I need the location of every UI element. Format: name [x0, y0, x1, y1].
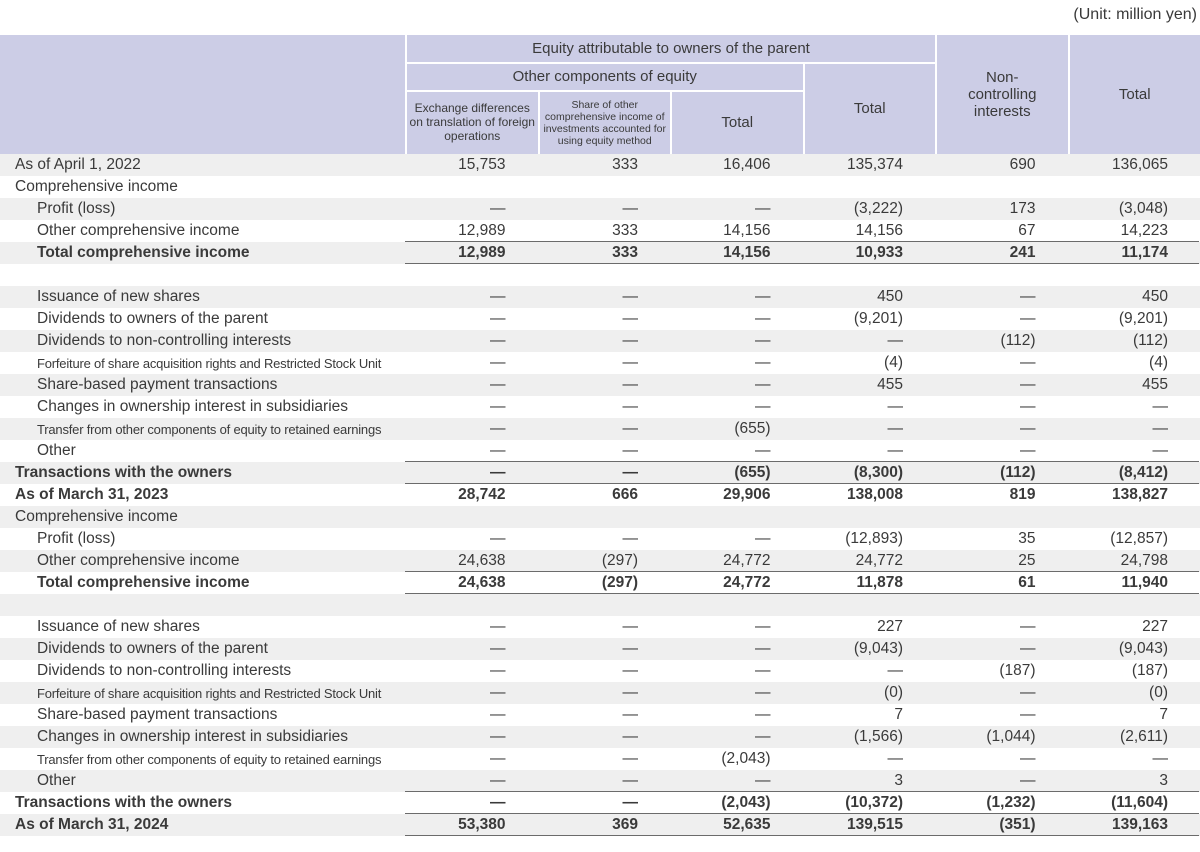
- cell-grand-total: 3: [1159, 772, 1168, 789]
- cell-share-of-oci: —: [622, 618, 638, 635]
- cell-parent-total: 11,878: [856, 574, 903, 591]
- cell-components-total: 29,906: [723, 486, 771, 503]
- cell-parent-total: 450: [877, 288, 903, 305]
- cell-parent-total: 10,933: [855, 244, 903, 261]
- cell-non-controlling-interests: (1,232): [986, 794, 1036, 811]
- cell-non-controlling-interests: 241: [1009, 244, 1036, 261]
- cell-share-of-oci: —: [622, 288, 638, 305]
- cell-share-of-oci: 369: [612, 816, 638, 833]
- cell-share-of-oci: 666: [612, 486, 638, 503]
- table-row: [0, 154, 1200, 176]
- cell-grand-total: —: [1152, 750, 1168, 767]
- header-share-of-oci: Share of other comprehensive income of investments accounted for using equity method: [540, 92, 671, 154]
- cell-parent-total: —: [887, 398, 903, 415]
- table-row: [0, 352, 1200, 374]
- row-label: Transactions with the owners: [15, 464, 233, 481]
- cell-share-of-oci: —: [622, 728, 638, 745]
- cell-parent-total: (9,043): [853, 640, 903, 657]
- cell-components-total: 24,772: [723, 574, 771, 591]
- cell-exchange-differences: —: [490, 332, 506, 349]
- cell-parent-total: —: [887, 442, 903, 459]
- cell-components-total: —: [755, 530, 771, 547]
- header-grand-total: Total: [1070, 35, 1200, 154]
- header-components-total: Total: [672, 92, 803, 154]
- cell-non-controlling-interests: —: [1020, 772, 1036, 789]
- header-non-controlling-interests-label: Non-controlling interests: [968, 68, 1037, 121]
- cell-components-total: —: [755, 706, 771, 723]
- cell-components-total: —: [755, 728, 771, 745]
- row-label: Other: [37, 442, 76, 459]
- cell-non-controlling-interests: —: [1020, 750, 1036, 767]
- cell-share-of-oci: (297): [601, 552, 638, 569]
- cell-grand-total: —: [1152, 442, 1168, 459]
- cell-parent-total: (9,201): [853, 310, 903, 327]
- cell-components-total: —: [755, 640, 771, 657]
- unit-label: (Unit: million yen): [1073, 6, 1197, 23]
- row-label: Share-based payment transactions: [37, 706, 278, 723]
- header-non-controlling-interests: [937, 35, 1068, 154]
- cell-components-total: —: [755, 618, 771, 635]
- cell-non-controlling-interests: (187): [999, 662, 1036, 679]
- cell-share-of-oci: —: [622, 354, 638, 371]
- cell-non-controlling-interests: 61: [1018, 574, 1036, 591]
- cell-components-total: 52,635: [723, 816, 771, 833]
- table-row: [0, 506, 1200, 528]
- row-label: Profit (loss): [37, 530, 116, 547]
- cell-grand-total: 11,940: [1121, 574, 1168, 591]
- cell-exchange-differences: 24,638: [458, 552, 506, 569]
- cell-share-of-oci: —: [622, 684, 638, 701]
- row-label: Comprehensive income: [15, 508, 178, 525]
- cell-non-controlling-interests: —: [1020, 376, 1036, 393]
- cell-share-of-oci: —: [622, 310, 638, 327]
- row-label: Dividends to non-controlling interests: [37, 332, 292, 349]
- cell-non-controlling-interests: (112): [1000, 332, 1036, 349]
- cell-non-controlling-interests: 173: [1009, 200, 1036, 217]
- cell-non-controlling-interests: (112): [1000, 464, 1036, 481]
- cell-non-controlling-interests: (1,044): [986, 728, 1036, 745]
- cell-share-of-oci: —: [622, 772, 638, 789]
- cell-grand-total: (112): [1132, 332, 1168, 349]
- cell-exchange-differences: —: [490, 442, 506, 459]
- cell-grand-total: —: [1152, 420, 1168, 437]
- cell-non-controlling-interests: —: [1020, 310, 1036, 327]
- cell-non-controlling-interests: —: [1020, 706, 1036, 723]
- cell-parent-total: (4): [884, 354, 903, 371]
- cell-share-of-oci: —: [622, 200, 638, 217]
- cell-share-of-oci: —: [622, 706, 638, 723]
- cell-parent-total: (10,372): [845, 794, 903, 811]
- table-row: [0, 396, 1200, 418]
- cell-components-total: —: [755, 310, 771, 327]
- row-label: As of April 1, 2022: [15, 156, 141, 173]
- cell-share-of-oci: —: [622, 420, 638, 437]
- cell-share-of-oci: —: [622, 662, 638, 679]
- cell-parent-total: (3,222): [853, 200, 903, 217]
- cell-parent-total: 3: [894, 772, 903, 789]
- cell-components-total: —: [755, 354, 771, 371]
- cell-components-total: —: [755, 442, 771, 459]
- cell-parent-total: —: [887, 420, 903, 437]
- cell-share-of-oci: (297): [601, 574, 638, 591]
- cell-components-total: 14,156: [723, 244, 771, 261]
- cell-parent-total: (12,893): [845, 530, 903, 547]
- cell-exchange-differences: —: [490, 640, 506, 657]
- row-label: Dividends to owners of the parent: [37, 310, 268, 327]
- cell-exchange-differences: —: [490, 662, 506, 679]
- cell-parent-total: 138,008: [846, 486, 903, 503]
- cell-exchange-differences: —: [490, 728, 506, 745]
- cell-exchange-differences: —: [490, 310, 506, 327]
- cell-parent-total: 139,515: [846, 816, 903, 833]
- cell-non-controlling-interests: —: [1020, 398, 1036, 415]
- cell-grand-total: (9,043): [1118, 640, 1168, 657]
- cell-components-total: —: [755, 200, 771, 217]
- cell-share-of-oci: —: [622, 376, 638, 393]
- cell-components-total: —: [755, 662, 771, 679]
- row-label: Transactions with the owners: [15, 794, 233, 811]
- cell-grand-total: 136,065: [1111, 156, 1168, 173]
- cell-exchange-differences: 12,989: [458, 222, 506, 239]
- cell-components-total: 16,406: [723, 156, 771, 173]
- row-label: Other comprehensive income: [37, 222, 240, 239]
- table-row: [0, 286, 1200, 308]
- cell-grand-total: 455: [1142, 376, 1168, 393]
- table-row: [0, 660, 1200, 682]
- table-row: [0, 682, 1200, 704]
- row-label: Changes in ownership interest in subsidiaries: [37, 728, 349, 745]
- row-label: Dividends to owners of the parent: [37, 640, 268, 657]
- cell-non-controlling-interests: 819: [1009, 486, 1036, 503]
- table-row: [0, 418, 1200, 440]
- cell-share-of-oci: —: [622, 794, 638, 811]
- cell-parent-total: 14,156: [855, 222, 903, 239]
- cell-components-total: 14,156: [723, 222, 771, 239]
- cell-non-controlling-interests: 25: [1018, 552, 1036, 569]
- table-row: [0, 616, 1200, 638]
- cell-non-controlling-interests: (351): [999, 816, 1036, 833]
- cell-components-total: (2,043): [721, 794, 771, 811]
- row-label: Issuance of new shares: [37, 288, 200, 305]
- cell-non-controlling-interests: 690: [1009, 156, 1036, 173]
- row-label: Transfer from other components of equity to retained earnings: [37, 421, 382, 437]
- table-row: [0, 264, 1200, 286]
- table-row: [0, 462, 1200, 484]
- cell-non-controlling-interests: —: [1020, 420, 1036, 437]
- cell-components-total: —: [755, 772, 771, 789]
- cell-exchange-differences: —: [490, 398, 506, 415]
- table-row: [0, 374, 1200, 396]
- row-label: As of March 31, 2023: [15, 486, 169, 503]
- cell-exchange-differences: —: [490, 706, 506, 723]
- table-row: [0, 550, 1200, 572]
- cell-components-total: 24,772: [723, 552, 771, 569]
- row-label: Total comprehensive income: [37, 574, 250, 591]
- row-label: Issuance of new shares: [37, 618, 200, 635]
- cell-exchange-differences: —: [490, 420, 506, 437]
- cell-grand-total: (8,412): [1118, 464, 1168, 481]
- cell-exchange-differences: —: [490, 618, 506, 635]
- cell-components-total: —: [755, 288, 771, 305]
- cell-parent-total: 455: [877, 376, 903, 393]
- header-exchange-differences: Exchange differences on translation of foreign operations: [407, 92, 538, 154]
- table-row: [0, 814, 1200, 836]
- cell-exchange-differences: 53,380: [458, 816, 506, 833]
- cell-grand-total: (0): [1149, 684, 1168, 701]
- cell-parent-total: (1,566): [853, 728, 903, 745]
- row-label: Other: [37, 772, 76, 789]
- cell-parent-total: (0): [884, 684, 903, 701]
- cell-grand-total: 7: [1159, 706, 1168, 723]
- cell-grand-total: (4): [1149, 354, 1168, 371]
- cell-exchange-differences: 12,989: [458, 244, 506, 261]
- row-label: Forfeiture of share acquisition rights and Restricted Stock Unit: [37, 355, 382, 371]
- cell-components-total: —: [755, 684, 771, 701]
- table-row: [0, 792, 1200, 814]
- row-label: Comprehensive income: [15, 178, 178, 195]
- cell-parent-total: —: [887, 750, 903, 767]
- table-row: [0, 242, 1200, 264]
- header-other-components-of-equity: Other components of equity: [407, 64, 803, 90]
- table-row: [0, 484, 1200, 506]
- cell-parent-total: (8,300): [853, 464, 903, 481]
- cell-grand-total: (12,857): [1110, 530, 1168, 547]
- cell-grand-total: (187): [1131, 662, 1168, 679]
- cell-non-controlling-interests: —: [1020, 640, 1036, 657]
- table-row: [0, 726, 1200, 748]
- cell-parent-total: —: [887, 662, 903, 679]
- cell-non-controlling-interests: —: [1020, 288, 1036, 305]
- row-label: Total comprehensive income: [37, 244, 250, 261]
- row-label: Other comprehensive income: [37, 552, 240, 569]
- table-row: [0, 440, 1200, 462]
- header-equity-attributable-to-parent: Equity attributable to owners of the parent: [407, 35, 935, 62]
- cell-grand-total: 138,827: [1111, 486, 1168, 503]
- cell-parent-total: —: [887, 332, 903, 349]
- cell-share-of-oci: 333: [612, 156, 638, 173]
- cell-exchange-differences: —: [490, 530, 506, 547]
- cell-share-of-oci: —: [622, 640, 638, 657]
- cell-components-total: —: [755, 332, 771, 349]
- cell-exchange-differences: —: [490, 750, 506, 767]
- cell-non-controlling-interests: 35: [1018, 530, 1036, 547]
- cell-grand-total: 14,223: [1120, 222, 1168, 239]
- cell-share-of-oci: 333: [612, 222, 638, 239]
- cell-exchange-differences: 28,742: [458, 486, 506, 503]
- cell-share-of-oci: —: [622, 442, 638, 459]
- cell-share-of-oci: —: [622, 464, 638, 481]
- table-row: [0, 572, 1200, 594]
- cell-exchange-differences: —: [490, 288, 506, 305]
- table-row: [0, 704, 1200, 726]
- table-row: [0, 176, 1200, 198]
- cell-exchange-differences: —: [490, 772, 506, 789]
- cell-grand-total: —: [1152, 398, 1168, 415]
- cell-non-controlling-interests: 67: [1018, 222, 1036, 239]
- cell-components-total: (655): [734, 420, 771, 437]
- cell-share-of-oci: —: [622, 750, 638, 767]
- table-row: [0, 528, 1200, 550]
- table-body: [0, 154, 1200, 836]
- cell-non-controlling-interests: —: [1020, 442, 1036, 459]
- cell-grand-total: 11,174: [1121, 244, 1168, 261]
- cell-non-controlling-interests: —: [1020, 684, 1036, 701]
- table-row: [0, 308, 1200, 330]
- cell-non-controlling-interests: —: [1020, 354, 1036, 371]
- cell-parent-total: 227: [877, 618, 903, 635]
- cell-components-total: —: [755, 376, 771, 393]
- cell-exchange-differences: —: [490, 376, 506, 393]
- cell-share-of-oci: —: [622, 332, 638, 349]
- row-label: Changes in ownership interest in subsidiaries: [37, 398, 349, 415]
- table-row: [0, 594, 1200, 616]
- cell-share-of-oci: —: [622, 398, 638, 415]
- cell-exchange-differences: —: [490, 354, 506, 371]
- cell-exchange-differences: —: [490, 684, 506, 701]
- cell-exchange-differences: —: [490, 200, 506, 217]
- row-label: Transfer from other components of equity to retained earnings: [37, 751, 382, 767]
- row-label: As of March 31, 2024: [15, 816, 169, 833]
- cell-grand-total: (3,048): [1118, 200, 1168, 217]
- table-row: [0, 638, 1200, 660]
- table-row: [0, 330, 1200, 352]
- cell-share-of-oci: 333: [612, 244, 638, 261]
- cell-components-total: (655): [734, 464, 771, 481]
- row-label: Forfeiture of share acquisition rights and Restricted Stock Unit: [37, 685, 382, 701]
- cell-components-total: (2,043): [721, 750, 771, 767]
- cell-grand-total: 227: [1142, 618, 1168, 635]
- row-label: Share-based payment transactions: [37, 376, 278, 393]
- cell-parent-total: 24,772: [855, 552, 903, 569]
- cell-parent-total: 7: [894, 706, 903, 723]
- cell-components-total: —: [755, 398, 771, 415]
- header-row-label-spacer: [0, 35, 405, 154]
- table-row: [0, 770, 1200, 792]
- cell-grand-total: (9,201): [1118, 310, 1168, 327]
- cell-non-controlling-interests: —: [1020, 618, 1036, 635]
- cell-exchange-differences: 15,753: [458, 156, 506, 173]
- header-parent-total: Total: [805, 64, 936, 154]
- cell-grand-total: (2,611): [1120, 728, 1168, 745]
- table-row: [0, 198, 1200, 220]
- cell-grand-total: (11,604): [1111, 794, 1168, 811]
- row-label: Dividends to non-controlling interests: [37, 662, 292, 679]
- cell-exchange-differences: —: [490, 464, 506, 481]
- cell-share-of-oci: —: [622, 530, 638, 547]
- cell-grand-total: 24,798: [1120, 552, 1168, 569]
- table-row: [0, 748, 1200, 770]
- cell-exchange-differences: 24,638: [458, 574, 506, 591]
- cell-grand-total: 450: [1142, 288, 1168, 305]
- cell-exchange-differences: —: [490, 794, 506, 811]
- cell-grand-total: 139,163: [1111, 816, 1168, 833]
- table-row: [0, 220, 1200, 242]
- cell-parent-total: 135,374: [846, 156, 903, 173]
- row-label: Profit (loss): [37, 200, 116, 217]
- table-header: [0, 35, 1200, 154]
